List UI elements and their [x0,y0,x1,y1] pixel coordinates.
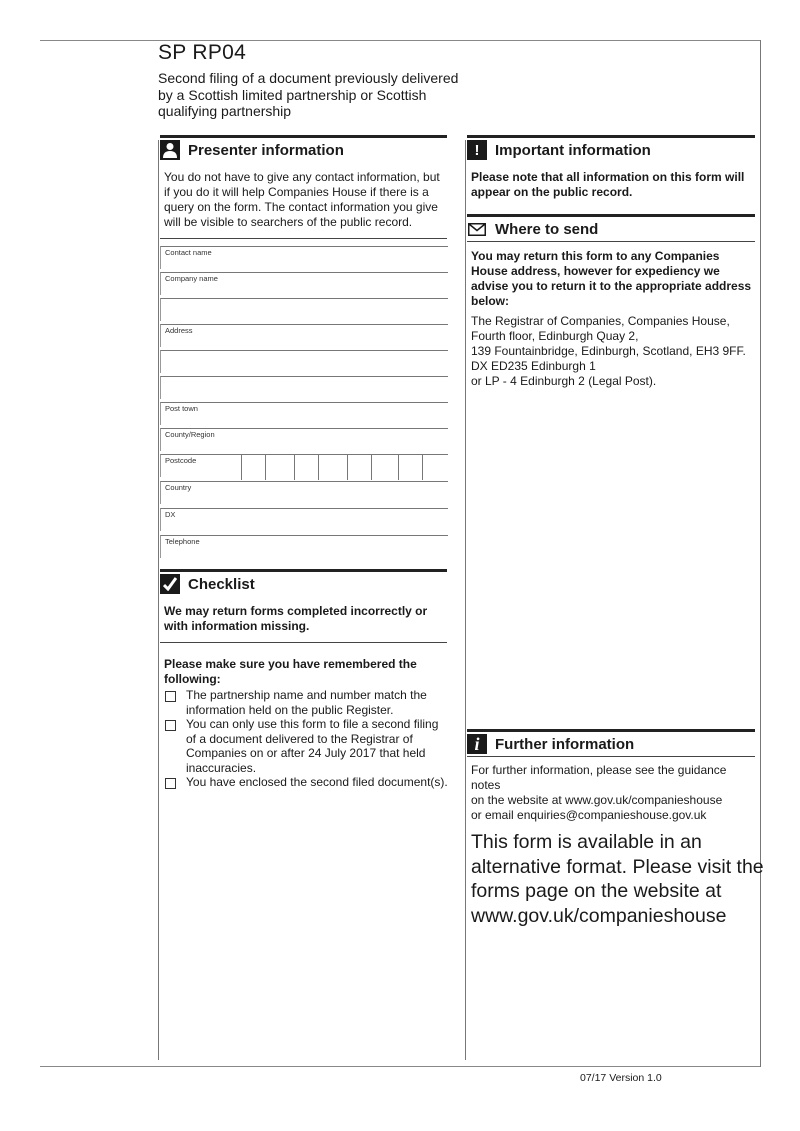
presenter-intro: You do not have to give any contact information, but if you do it will help Companies House if there is a query on the form. The contact information you give will be visible to searchers of the public record. [164,170,440,229]
address-line: DX ED235 Edinburgh 1 [471,359,596,373]
checkbox-icon[interactable] [165,778,176,789]
checklist-item-text: You can only use this form to file a second filing of a document delivered to the Registrar of Companies on or after 24 July 2017 that held inaccuracies. [186,717,439,775]
where-address [471,314,759,389]
address-line3-field[interactable] [160,376,448,399]
telephone-field[interactable] [160,535,448,558]
post-town-field[interactable] [160,402,448,425]
further-section-header [467,729,755,756]
bottom-rule [40,1066,760,1067]
contact-name-label: Contact name [165,248,212,257]
address-field[interactable] [160,324,448,347]
address-label: Address [165,326,193,335]
important-title: Important information [495,141,651,159]
checklist-title: Checklist [188,575,255,593]
country-label: Country [165,483,192,492]
further-line: or email enquiries@companieshouse.gov.uk [471,808,707,822]
form-subtitle: Second filing of a document previously delivered by a Scottish limited partnership or Scottish qualifying partnership [158,70,459,119]
county-field[interactable] [160,428,448,451]
company-name-line2-field[interactable] [160,298,448,321]
presenter-divider [160,238,447,239]
address-line: The Registrar of Companies, Companies House, [471,314,730,328]
alternative-format-notice: This form is available in an alternative format. Please visit the forms page on the website at www.gov.uk/companieshouse [471,831,764,927]
checklist-items [165,688,450,790]
checklist-lead: Please make sure you have remembered the following: [164,657,417,686]
checklist-item-text: The partnership name and number match the information held on the public Register. [186,688,427,717]
where-divider [467,241,755,242]
postcode-box[interactable] [347,455,372,480]
presenter-section-header [160,135,447,162]
checklist-item-text: You have enclosed the second filed document(s). [186,775,448,789]
form-version: 07/17 Version 1.0 [580,1072,662,1084]
address-line: Fourth floor, Edinburgh Quay 2, [471,329,639,343]
further-line: on the website at www.gov.uk/companieshouse [471,793,723,807]
checklist-item [165,688,450,717]
postcode-box[interactable] [241,455,266,480]
dx-label: DX [165,510,176,519]
envelope-icon [467,219,487,239]
address-line2-field[interactable] [160,350,448,373]
important-text: Please note that all information on this form will appear on the public record. [471,170,745,199]
where-title: Where to send [495,220,599,238]
further-line: For further information, please see the guidance notes [471,763,727,792]
presenter-title: Presenter information [188,141,344,159]
right-column-rule [465,140,466,1060]
form-code: SP RP04 [158,41,247,64]
further-title: Further information [495,735,635,753]
postcode-box[interactable] [398,455,423,480]
exclamation-icon: ! [467,140,487,160]
further-text [471,763,759,823]
county-label: County/Region [165,430,215,439]
info-icon: i [467,734,487,754]
person-icon [160,140,180,160]
address-line: 139 Fountainbridge, Edinburgh, Scotland, EH3 9FF. [471,344,746,358]
post-town-label: Post town [165,404,198,413]
checklist-divider [160,642,447,643]
important-section-header [467,135,755,162]
checklist-section-header [160,569,447,596]
country-field[interactable] [160,481,448,504]
checklist-item [165,717,450,775]
postcode-box[interactable] [294,455,319,480]
address-line: or LP - 4 Edinburgh 2 (Legal Post). [471,374,657,388]
further-divider [467,756,755,757]
contact-name-field[interactable] [160,246,448,269]
telephone-label: Telephone [165,537,200,546]
top-rule [40,40,760,41]
checkbox-icon[interactable] [165,691,176,702]
postcode-label: Postcode [165,456,197,465]
checkmark-icon [160,574,180,594]
checkbox-icon[interactable] [165,720,176,731]
dx-field[interactable] [160,508,448,531]
left-column-rule [158,140,159,1060]
checklist-warning: We may return forms completed incorrectly or with information missing. [164,604,428,633]
where-section-header [467,214,755,241]
company-name-field[interactable] [160,272,448,295]
company-name-label: Company name [165,274,218,283]
checklist-item [165,775,450,790]
where-lead: You may return this form to any Companies House address, however for expediency we advise you to return it to the appropriate address below: [471,249,752,308]
